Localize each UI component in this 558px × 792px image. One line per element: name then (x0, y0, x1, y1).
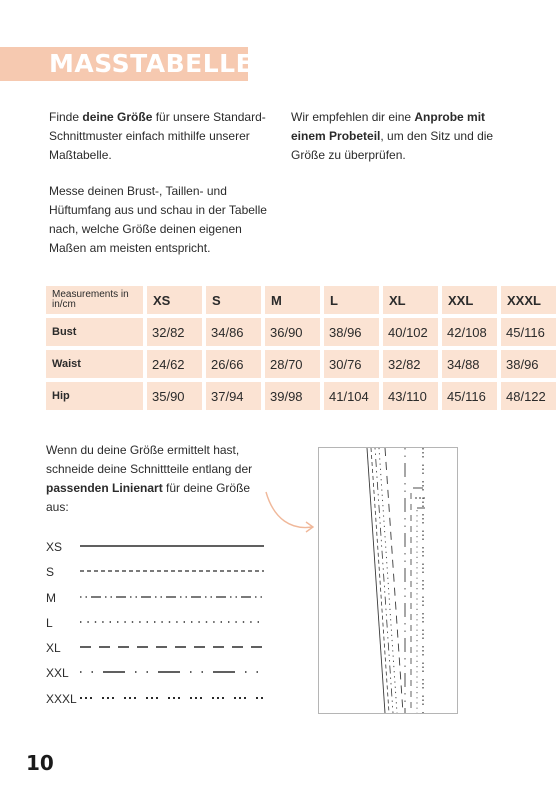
legend-row-l (46, 614, 276, 639)
line-style-dashed (80, 567, 270, 575)
line-style-dash-dot-dot (80, 593, 270, 601)
intro-paragraph-3 (291, 108, 516, 165)
table-cell: 48/122 (501, 382, 556, 410)
table-cell: 35/90 (147, 382, 202, 410)
line-style-solid (80, 542, 270, 550)
page-number: 10 (26, 751, 54, 775)
table-cell: 41/104 (324, 382, 379, 410)
table-cell: 43/110 (383, 382, 438, 410)
legend-label: M (46, 590, 56, 605)
legend-label: S (46, 565, 55, 580)
pattern-lines-drawing (319, 448, 457, 713)
legend-label: XS (46, 540, 63, 554)
table-row-bust (46, 318, 556, 346)
table-cell: 34/88 (442, 350, 497, 378)
legend-row-xxl (46, 664, 276, 689)
table-cell: 38/96 (501, 350, 556, 378)
size-header-xxl: XXL (442, 286, 497, 314)
legend-row-m (46, 589, 276, 614)
cut-bold: passenden Linienart (46, 481, 163, 495)
legend-row-xl (46, 639, 276, 664)
legend-row-xs (46, 538, 276, 563)
table-cell: 45/116 (501, 318, 556, 346)
table-cell: 26/66 (206, 350, 261, 378)
cut-instructions (46, 441, 261, 517)
size-table (42, 282, 558, 414)
line-style-dot-dash (80, 668, 270, 676)
row-label-waist: Waist (46, 350, 143, 378)
size-header-m: M (265, 286, 320, 314)
size-header-xxxl: XXXL (501, 286, 556, 314)
table-cell: 28/70 (265, 350, 320, 378)
intro-paragraph-1 (49, 108, 269, 165)
table-cell: 30/76 (324, 350, 379, 378)
cut-text: Wenn du deine Größe ermittelt hast, schneide deine Schnittteile entlang der (46, 443, 253, 476)
line-legend (46, 538, 276, 715)
line-style-dot-triplet (80, 694, 270, 702)
intro-bold: Anprobe mit einem Probeteil (291, 110, 486, 143)
legend-label: XXXL (46, 691, 77, 706)
table-cell: 24/62 (147, 350, 202, 378)
intro-text: Wir empfehlen dir eine (291, 110, 415, 124)
table-row-waist (46, 350, 556, 378)
table-cell: 45/116 (442, 382, 497, 410)
table-cell: 40/102 (383, 318, 438, 346)
line-style-dotted (80, 618, 270, 626)
size-header-xs: XS (147, 286, 202, 314)
table-cell: 39/98 (265, 382, 320, 410)
table-cell: 32/82 (147, 318, 202, 346)
table-cell: 32/82 (383, 350, 438, 378)
table-cell: 37/94 (206, 382, 261, 410)
table-cell: 38/96 (324, 318, 379, 346)
legend-row-s (46, 563, 276, 588)
intro-text: , um den Sitz und die Größe zu überprüfen. (291, 129, 494, 162)
row-label-hip: Hip (46, 382, 143, 410)
size-header-l: L (324, 286, 379, 314)
table-cell: 34/86 (206, 318, 261, 346)
legend-label: XXL (46, 666, 69, 681)
legend-label: L (46, 615, 53, 630)
legend-label: XL (46, 641, 61, 656)
size-header-xl: XL (383, 286, 438, 314)
table-cell: 42/108 (442, 318, 497, 346)
page-title: MASSTABELLE (49, 49, 254, 78)
intro-text: für unsere Standard-Schnittmuster einfach mithilfe unserer Maßtabelle. (49, 110, 266, 162)
intro-text: Finde (49, 110, 83, 124)
pattern-detail-illustration (318, 447, 458, 714)
size-header-s: S (206, 286, 261, 314)
table-corner-label: Measurements in in/cm (46, 286, 143, 314)
table-row-hip (46, 382, 556, 410)
line-style-long-dash (80, 643, 270, 651)
intro-paragraph-2: Messe deinen Brust-, Taillen- und Hüftumfang aus und schau in der Tabelle nach, welche Größe deinen eigenen Maßen am meisten entspricht. (49, 184, 267, 255)
table-cell: 36/90 (265, 318, 320, 346)
cut-text: für deine Größe aus: (46, 481, 251, 514)
curved-arrow-icon (262, 486, 322, 536)
legend-row-xxxl (46, 690, 276, 715)
intro-bold: deine Größe (82, 110, 153, 124)
row-label-bust: Bust (46, 318, 143, 346)
